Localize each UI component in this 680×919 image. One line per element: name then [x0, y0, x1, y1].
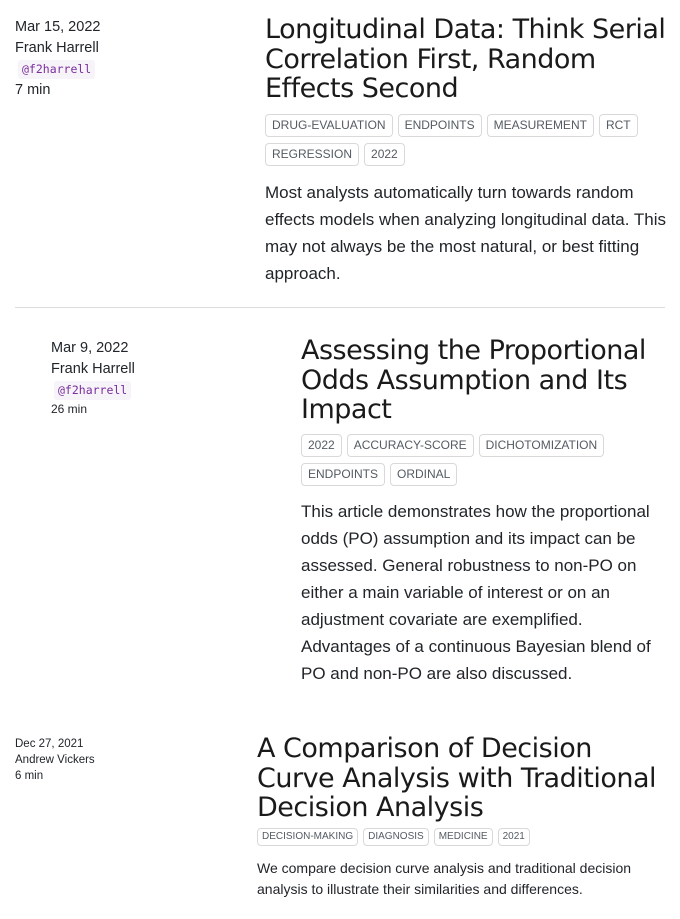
category-tag[interactable]: DRUG-EVALUATION	[265, 114, 393, 137]
category-tag[interactable]: ACCURACY-SCORE	[347, 434, 474, 457]
category-tag[interactable]: 2022	[301, 434, 342, 457]
category-list	[257, 828, 669, 846]
post-author: Frank Harrell	[51, 361, 135, 377]
category-tag[interactable]: DIAGNOSIS	[363, 828, 429, 846]
category-tag[interactable]: DECISION-MAKING	[257, 828, 358, 846]
post-author: Frank Harrell	[15, 40, 99, 56]
post-description: We compare decision curve analysis and traditional decision analysis to illustrate their similarities and differences.	[257, 859, 632, 897]
post-author: Andrew Vickers	[15, 754, 95, 766]
post-date: Mar 9, 2022	[51, 340, 129, 356]
category-tag[interactable]: MEDICINE	[434, 828, 493, 846]
category-tag[interactable]: REGRESSION	[265, 143, 359, 166]
post-body	[257, 734, 669, 900]
post-body	[301, 336, 669, 687]
post-meta	[15, 736, 95, 784]
category-tag[interactable]: MEASUREMENT	[487, 114, 594, 137]
category-tag[interactable]: ORDINAL	[390, 463, 457, 486]
post-date: Mar 15, 2022	[15, 19, 101, 35]
category-tag[interactable]: DICHOTOMIZATION	[479, 434, 605, 457]
author-handle-link[interactable]: @f2harrell	[54, 381, 131, 400]
category-list	[265, 114, 670, 166]
reading-time: 6 min	[15, 770, 44, 782]
post-meta	[51, 338, 135, 417]
divider	[15, 307, 665, 308]
post-description: This article demonstrates how the proportional odds (PO) assumption and its impact can be assessed. General robustness to non-PO on either a main variable of interest or on an adjustment covariate are exemplified. Advantages of a continuous Bayesian blend of PO and non-PO are also discussed.	[301, 501, 651, 683]
category-tag[interactable]: RCT	[599, 114, 638, 137]
post-title-link[interactable]: Assessing the Proportional Odds Assumption and Its Impact	[301, 335, 646, 425]
category-tag[interactable]: ENDPOINTS	[301, 463, 385, 486]
category-tag[interactable]: 2021	[498, 828, 530, 846]
category-tag[interactable]: ENDPOINTS	[398, 114, 482, 137]
author-handle-link[interactable]: @f2harrell	[18, 60, 95, 79]
post-title-link[interactable]: Longitudinal Data: Think Serial Correlation First, Random Effects Second	[265, 14, 666, 104]
category-list	[301, 434, 669, 486]
reading-time: 26 min	[51, 402, 88, 416]
reading-time: 7 min	[15, 82, 51, 98]
post-date: Dec 27, 2021	[15, 738, 84, 750]
category-tag[interactable]: 2022	[364, 143, 405, 166]
post-meta	[15, 17, 100, 101]
post-description: Most analysts automatically turn towards random effects models when analyzing longitudinal data. This may not always be the most natural, or best fitting approach.	[265, 182, 667, 283]
post-body	[265, 15, 670, 287]
post-title-link[interactable]: A Comparison of Decision Curve Analysis with Traditional Decision Analysis	[257, 733, 657, 823]
